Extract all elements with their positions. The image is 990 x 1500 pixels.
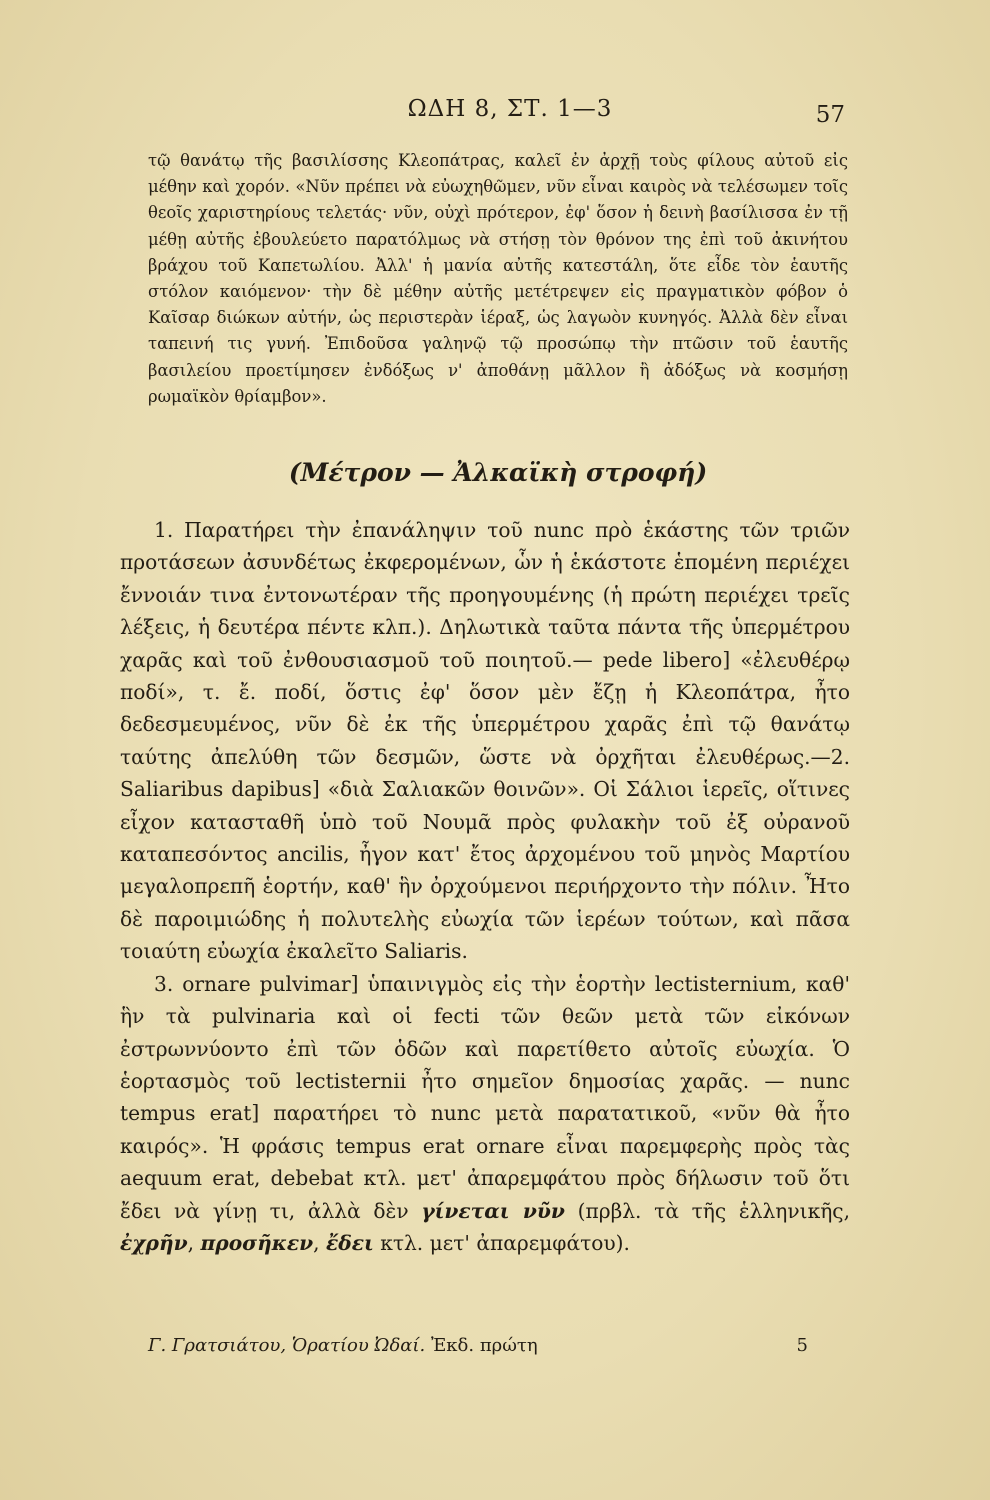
emphasis-ginetai-nyn: γίνεται νῦν [421, 1198, 565, 1223]
emphasis-prosiken: προσῆκεν [200, 1230, 314, 1255]
note-3-mid-text-2: , [187, 1230, 195, 1255]
footer-signature: Γ. Γρατσιάτου, Ὁρατίου Ὠδαί. [148, 1335, 426, 1356]
page-footer [148, 1335, 818, 1356]
page-number: 57 [815, 102, 845, 128]
page-header [0, 96, 990, 136]
note-3-mid-text-3: , [313, 1230, 320, 1255]
intro-text-block [148, 148, 848, 410]
emphasis-echren: ἐχρῆν [120, 1230, 188, 1255]
note-3-start-text: 3. ornare pulvimar] ὑπαινιγμὸς εἰς τὴν ἑορτὴν lectisternium, καθ' ἣν τὰ pulvinaria καὶ οἱ fecti τῶν θεῶν μετὰ τῶν εἰκόνων ἐστρωννύοντο ἐπὶ τῶν ὁδῶν καὶ παρετίθετο αὐτοῖς εὐωχία. Ὁ ἑορτασμὸς τοῦ lectisternii ἦτο σημεῖον δημοσίας χαρᾶς. — nunc tempus erat] παρατήρει τὸ nunc μετὰ παρατατικοῦ, «νῦν θὰ ἦτο καιρός». Ἡ φράσις tempus erat ornare εἶναι παρεμφερὴς πρὸς τὰς aequum erat, debebat κτλ. μετ' ἀπαρεμφάτου πρὸς δήλωσιν τοῦ ὅτι ἔδει νὰ γίνῃ τι, ἀλλὰ δὲν [120, 971, 850, 1223]
note-3-end-text: κτλ. μετ' ἀπαρεμφάτου). [380, 1230, 630, 1255]
running-head: ΩΔΗ 8, ΣΤ. 1—3 [407, 96, 613, 122]
note-1-2-paragraph: 1. Παρατήρει τὴν ἐπανάληψιν τοῦ nunc πρὸ ἑκάστης τῶν τριῶν προτάσεων ἀσυνδέτως ἐκφερομένων, ὧν ἡ ἑκάστοτε ἑπομένη περιέχει ἔννοιάν τινα ἐντονωτέραν τῆς προηγουμένης (ἡ πρώτη περιέχει τρεῖς λέξεις, ἡ δευτέρα πέντε κλπ.). Δηλωτικὰ ταῦτα πάντα τῆς ὑπερμέτρου χαρᾶς καὶ τοῦ ἐνθουσιασμοῦ τοῦ ποιητοῦ.— pede libero] «ἐλευθέρῳ ποδί», τ. ἔ. ποδί, ὅστις ἐφ' ὅσον μὲν ἔζῃ ἡ Κλεοπάτρα, ἦτο δεδεσμευμένος, νῦν δὲ ἐκ τῆς ὑπερμέτρου χαρᾶς ἐπὶ τῷ θανάτῳ ταύτης ἀπελύθη τῶν δεσμῶν, ὥστε νὰ ὀρχῆται ἐλευθέρως.—2. Saliaribus dapibus] «διὰ Σαλιακῶν θοινῶν». Οἱ Σάλιοι ἱερεῖς, οἵτινες εἶχον κατασταθῆ ὑπὸ τοῦ Νουμᾶ πρὸς φυλακὴν τοῦ ἐξ οὐρανοῦ καταπεσόντος ancilis, ἦγον κατ' ἔτος ἀρχομένου τοῦ μηνὸς Μαρτίου μεγαλοπρεπῆ ἑορτήν, καθ' ἣν ὀρχούμενοι περιήρχοντο τὴν πόλιν. Ἦτο δὲ παροιμιώδης ἡ πολυτελὴς εὐωχία τῶν ἱερέων τούτων, καὶ πᾶσα τοιαύτη εὐωχία ἐκαλεῖτο Saliaris. [120, 518, 850, 964]
footer-edition: Ἐκδ. πρώτη [430, 1335, 538, 1356]
intro-paragraph: τῷ θανάτῳ τῆς βασιλίσσης Κλεοπάτρας, καλεῖ ἐν ἀρχῇ τοὺς φίλους αὐτοῦ εἰς μέθην καὶ χορόν. «Νῦν πρέπει νὰ εὐωχηθῶμεν, νῦν εἶναι καιρὸς νὰ τελέσωμεν τοῖς θεοῖς χαριστηρίους τελετάς· νῦν, οὐχὶ πρότερον, ἐφ' ὅσον ἡ δεινὴ βασίλισσα ἐν τῇ μέθῃ αὐτῆς ἐβουλεύετο παρατόλμως νὰ στήσῃ τὸν θρόνον της ἐπὶ τοῦ ἀκινήτου βράχου τοῦ Καπετωλίου. Ἀλλ' ἡ μανία αὐτῆς κατεστάλη, ὅτε εἶδε τὸν ἑαυτῆς στόλον καιόμενον· τὴν δὲ μέθην αὐτῆς μετέτρεψεν εἰς πραγματικὸν φόβον ὁ Καῖσαρ διώκων αὐτήν, ὡς περιστερὰν ἱέραξ, ὡς λαγωὸν κυνηγός. Ἀλλὰ δὲν εἶναι ταπεινή τις γυνή. Ἐπιδοῦσα γαληνῷ τῷ προσώπῳ τὴν πτῶσιν τοῦ ἑαυτῆς βασιλείου προετίμησεν ἐνδόξως ν' ἀποθάνῃ μᾶλλον ἢ ἀδόξως νὰ κοσμήσῃ ρωμαϊκὸν θρίαμβον». [148, 151, 848, 406]
footer-signature-mark: 5 [796, 1335, 808, 1356]
note-3-mid-text-1: (πρβλ. τὰ τῆς ἑλληνικῆς, [577, 1198, 851, 1223]
note-3-paragraph [120, 968, 850, 1260]
emphasis-edei: ἔδει [326, 1230, 374, 1255]
section-title: (Μέτρον — Ἀλκαϊκὴ στροφή) [288, 458, 708, 487]
commentary-block [120, 514, 850, 1259]
